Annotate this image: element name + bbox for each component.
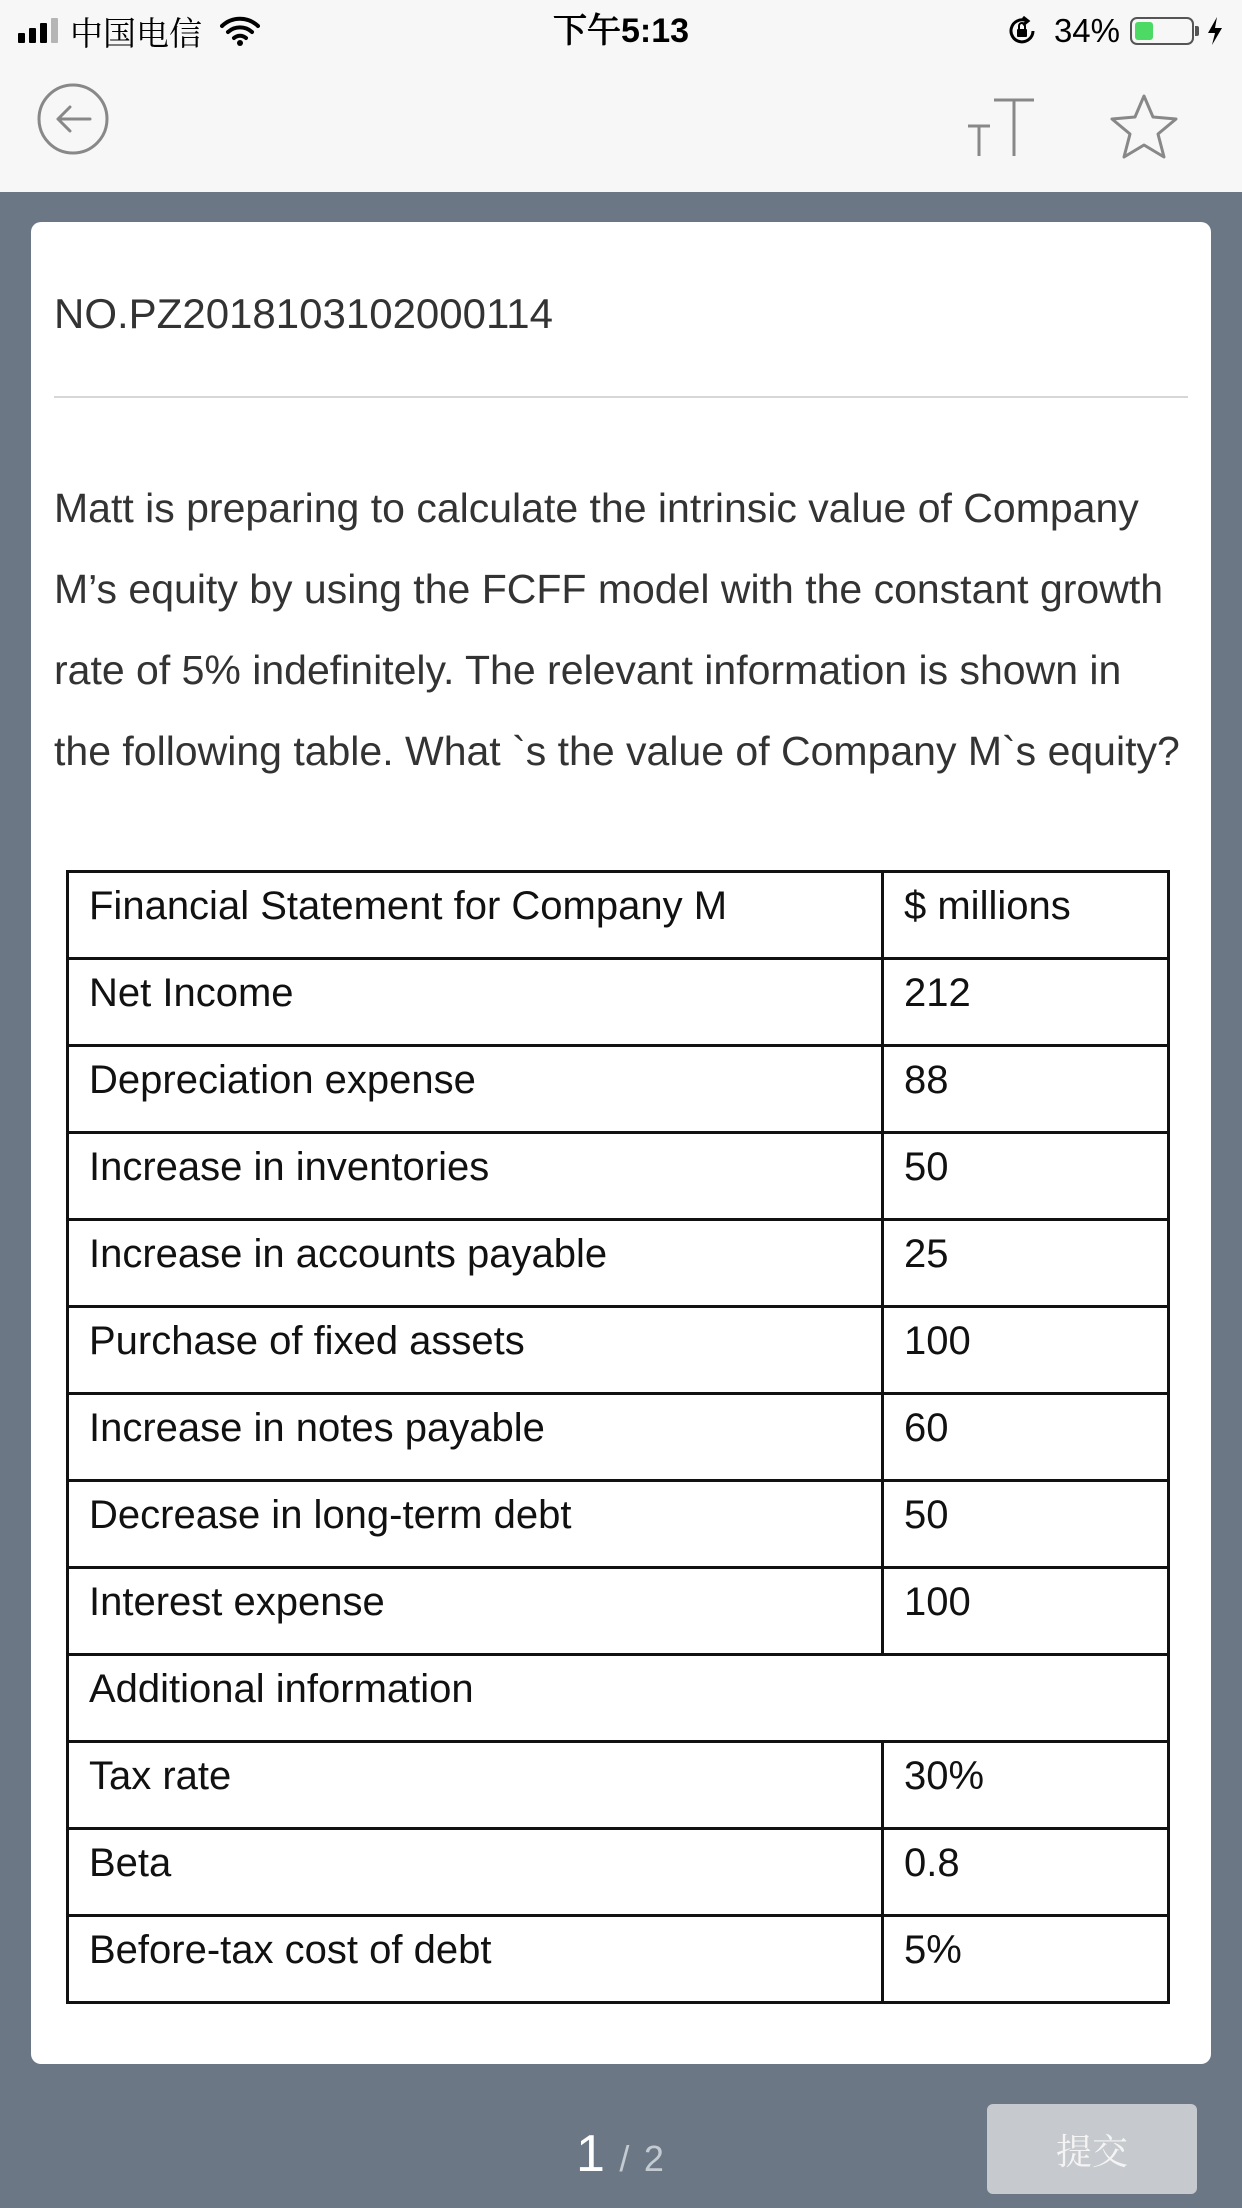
nav-bar <box>0 62 1242 192</box>
table-cell-value: 88 <box>883 1046 1169 1133</box>
status-right <box>1006 10 1224 52</box>
back-arrow-icon[interactable] <box>36 82 110 156</box>
table-cell-label: Interest expense <box>68 1568 883 1655</box>
table-cell-value: 100 <box>883 1307 1169 1394</box>
table-header-cell: $ millions <box>883 872 1169 959</box>
table-cell-label: Depreciation expense <box>68 1046 883 1133</box>
table-cell-value: 5% <box>883 1916 1169 2003</box>
table-header-cell: Financial Statement for Company M <box>68 872 883 959</box>
table-cell-label: Increase in inventories <box>68 1133 883 1220</box>
battery-percent: 34% <box>1053 12 1120 49</box>
table-cell-value: 0.8 <box>883 1829 1169 1916</box>
table-row <box>68 1916 1169 2003</box>
charging-icon <box>1206 16 1224 46</box>
page-indicator <box>576 2124 664 2189</box>
table-section-label: Additional information <box>68 1655 1169 1742</box>
table-cell-value: 30% <box>883 1742 1169 1829</box>
rotation-lock-icon <box>1006 15 1038 47</box>
table-row <box>68 1307 1169 1394</box>
table-cell-label: Decrease in long-term debt <box>68 1481 883 1568</box>
question-card <box>31 222 1211 2064</box>
table-row <box>68 1394 1169 1481</box>
table-row <box>68 1829 1169 1916</box>
table-cell-label: Increase in accounts payable <box>68 1220 883 1307</box>
battery-icon <box>1130 17 1194 45</box>
table-row <box>68 959 1169 1046</box>
divider <box>54 396 1188 398</box>
table-cell-label: Net Income <box>68 959 883 1046</box>
bottom-bar <box>0 2064 1242 2208</box>
table-cell-value: 100 <box>883 1568 1169 1655</box>
financial-table <box>66 870 1170 2004</box>
table-row <box>68 1133 1169 1220</box>
table-cell-value: 50 <box>883 1133 1169 1220</box>
page-total: 2 <box>643 2138 664 2179</box>
table-row <box>68 1481 1169 1568</box>
table-cell-value: 25 <box>883 1220 1169 1307</box>
table-cell-value: 60 <box>883 1394 1169 1481</box>
page-separator: / <box>619 2138 630 2179</box>
question-number: NO.PZ2018103102000114 <box>54 290 553 337</box>
table-row <box>68 1568 1169 1655</box>
carrier-name: 中国电信 <box>70 14 202 52</box>
star-icon[interactable] <box>1108 92 1180 162</box>
font-size-icon[interactable] <box>966 96 1036 158</box>
table-row <box>68 1742 1169 1829</box>
table-cell-label: Purchase of fixed assets <box>68 1307 883 1394</box>
table-cell-value: 50 <box>883 1481 1169 1568</box>
table-cell-value: 212 <box>883 959 1169 1046</box>
submit-button[interactable]: 提交 <box>987 2104 1197 2194</box>
table-cell-label: Increase in notes payable <box>68 1394 883 1481</box>
table-cell-label: Beta <box>68 1829 883 1916</box>
table-header-row <box>68 872 1169 959</box>
table-row <box>68 1220 1169 1307</box>
page-current: 1 <box>576 2125 605 2183</box>
table-section-row <box>68 1655 1169 1742</box>
status-time: 下午5:13 <box>552 12 690 50</box>
table-row <box>68 1046 1169 1133</box>
status-bar <box>0 0 1242 62</box>
table-cell-label: Before-tax cost of debt <box>68 1916 883 2003</box>
table-cell-label: Tax rate <box>68 1742 883 1829</box>
question-text: Matt is preparing to calculate the intrinsic value of Company M’s equity by using the FCFF model with the constant growth rate of 5% indefinitely. The relevant information is shown in the following table. What `s the value of Company M`s equity? <box>54 485 1180 774</box>
